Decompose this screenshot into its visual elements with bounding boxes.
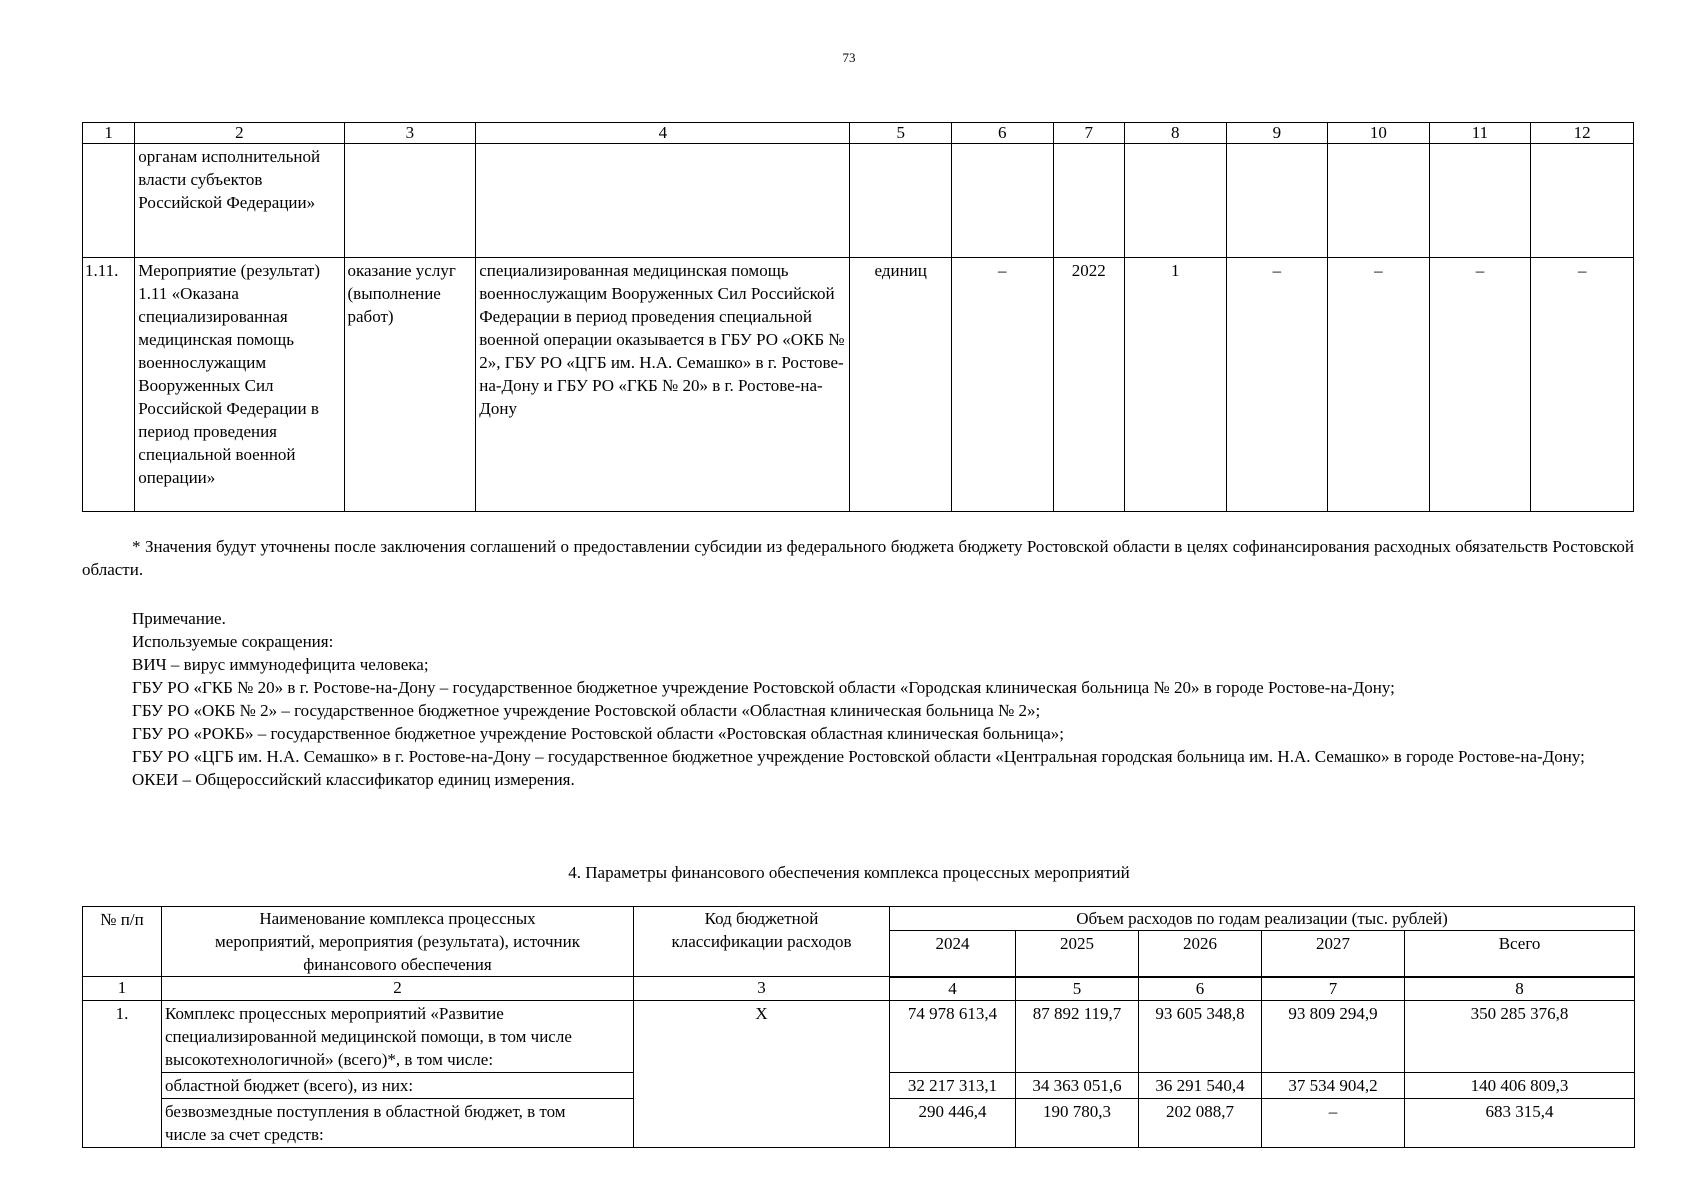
col-number: 11 [1429,123,1531,144]
header-row [83,907,1635,931]
abbrev-item: ВИЧ – вирус иммунодефицита человека; [132,655,429,674]
value-2026: 202 088,7 [1139,1098,1262,1147]
cell-value: – [951,258,1053,512]
header-code: Код бюджетной классификации расходов [634,907,890,977]
row-name: Комплекс процессных мероприятий «Развитие специализированной медицинской помощи, в том числе высокотехнологичной» (всего)*, в том числе: [162,1000,634,1072]
col-number: 4 [476,123,850,144]
cell-value: – [1531,258,1634,512]
value-2024: 290 446,4 [890,1098,1016,1147]
notes-title: Примечание. [132,609,226,628]
header-num: № п/п [83,907,162,977]
value-2025: 190 780,3 [1016,1098,1139,1147]
abbrev-item: ГБУ РО «ЦГБ им. Н.А. Семашко» в г. Ростове-на-Дону – государственное бюджетное учреждение Ростовской области «Центральная городская больница им. Н.А. Семашко» в городе Ростове-на-Дону; [132,747,1585,766]
header-volume: Объем расходов по годам реализации (тыс. рублей) [890,907,1635,931]
cell-value: – [1328,258,1430,512]
header-year: 2026 [1139,931,1262,977]
col-number: 1 [83,977,162,1001]
column-number-row [83,977,1635,1001]
value-2024: 32 217 313,1 [890,1072,1016,1098]
value-total: 683 315,4 [1405,1098,1635,1147]
table-row [83,258,1634,512]
col-number: 4 [890,977,1016,1001]
header-year: 2025 [1016,931,1139,977]
col-number: 5 [1016,977,1139,1001]
page-number: 73 [842,50,856,65]
value-2027: – [1262,1098,1405,1147]
footnote: * Значения будут уточнены после заключения соглашений о предоставлении субсидии из федерального бюджета бюджету Ростовской области в целях софинансирования расходных обязательств Ростовской области. [82,537,1634,579]
col-number: 8 [1124,123,1226,144]
activity-name: Мероприятие (результат) 1.11 «Оказана специализированная медицинская помощь военнослужащим Вооруженных Сил Российской Федерации в период проведения специальной военной операции» [135,258,344,512]
abbrev-item: ОКЕИ – Общероссийский классификатор единиц измерения. [132,770,575,789]
row-name: областной бюджет (всего), из них: [162,1072,634,1098]
table-row [83,1000,1635,1072]
column-number-row [83,123,1634,144]
abbrev-item: ГБУ РО «ОКБ № 2» – государственное бюджетное учреждение Ростовской области «Областная клиническая больница № 2»; [132,701,1041,720]
header-year: 2024 [890,931,1016,977]
cell-value: – [1429,258,1531,512]
value-2025: 34 363 051,6 [1016,1072,1139,1098]
col-number: 6 [1139,977,1262,1001]
header-total: Всего [1405,931,1635,977]
activity-type: оказание услуг (выполнение работ) [344,258,476,512]
table-row [83,144,1634,258]
col-number: 7 [1262,977,1405,1001]
abbrev-item: ГБУ РО «ГКБ № 20» в г. Ростове-на-Дону – государственное бюджетное учреждение Ростовской области «Городская клиническая больница № 20» в городе Ростове-на-Дону; [132,678,1395,697]
value-2026: 36 291 540,4 [1139,1072,1262,1098]
col-number: 3 [344,123,476,144]
row-number: 1.11. [83,258,135,512]
col-number: 2 [162,977,634,1001]
row-name: безвозмездные поступления в областной бюджет, в том числе за счет средств: [162,1098,634,1147]
footnote-block [82,535,1634,581]
finance-table [82,906,1635,1148]
value-total: 140 406 809,3 [1405,1072,1635,1098]
col-number: 9 [1226,123,1328,144]
col-number: 2 [135,123,344,144]
col-number: 6 [951,123,1053,144]
value-2027: 93 809 294,9 [1262,1000,1405,1072]
cell-value: 1 [1124,258,1226,512]
section-title: 4. Параметры финансового обеспечения комплекса процессных мероприятий [568,863,1130,882]
col-number: 3 [634,977,890,1001]
col-number: 7 [1053,123,1124,144]
row-number: 1. [83,1000,162,1147]
base-year: 2022 [1053,258,1124,512]
value-total: 350 285 376,8 [1405,1000,1635,1072]
value-2025: 87 892 119,7 [1016,1000,1139,1072]
abbrev-item: ГБУ РО «РОКБ» – государственное бюджетное учреждение Ростовской области «Ростовская областная клиническая больница»; [132,724,1065,743]
header-name: Наименование комплекса процессных мероприятий, мероприятия (результата), источник финансового обеспечения [162,907,634,977]
budget-code: Х [634,1000,890,1147]
col-number: 1 [83,123,135,144]
col-number: 10 [1328,123,1430,144]
value-2027: 37 534 904,2 [1262,1072,1405,1098]
abbrev-title: Используемые сокращения: [132,632,334,651]
value-2024: 74 978 613,4 [890,1000,1016,1072]
col-number: 8 [1405,977,1635,1001]
activity-description: специализированная медицинская помощь военнослужащим Вооруженных Сил Российской Федерации в период проведения специальной военной операции оказывается в ГБУ РО «ОКБ № 2», ГБУ РО «ЦГБ им. Н.А. Семашко» в г. Ростове-на-Дону и ГБУ РО «ГКБ № 20» в г. Ростове-на-Дону [476,258,850,512]
col-number: 5 [850,123,952,144]
notes-block [82,607,1634,791]
unit: единиц [850,258,952,512]
col-number: 12 [1531,123,1634,144]
value-2026: 93 605 348,8 [1139,1000,1262,1072]
cell-value: – [1226,258,1328,512]
header-year: 2027 [1262,931,1405,977]
results-table [82,122,1634,512]
continuation-text: органам исполнительной власти субъектов Российской Федерации» [135,144,344,258]
